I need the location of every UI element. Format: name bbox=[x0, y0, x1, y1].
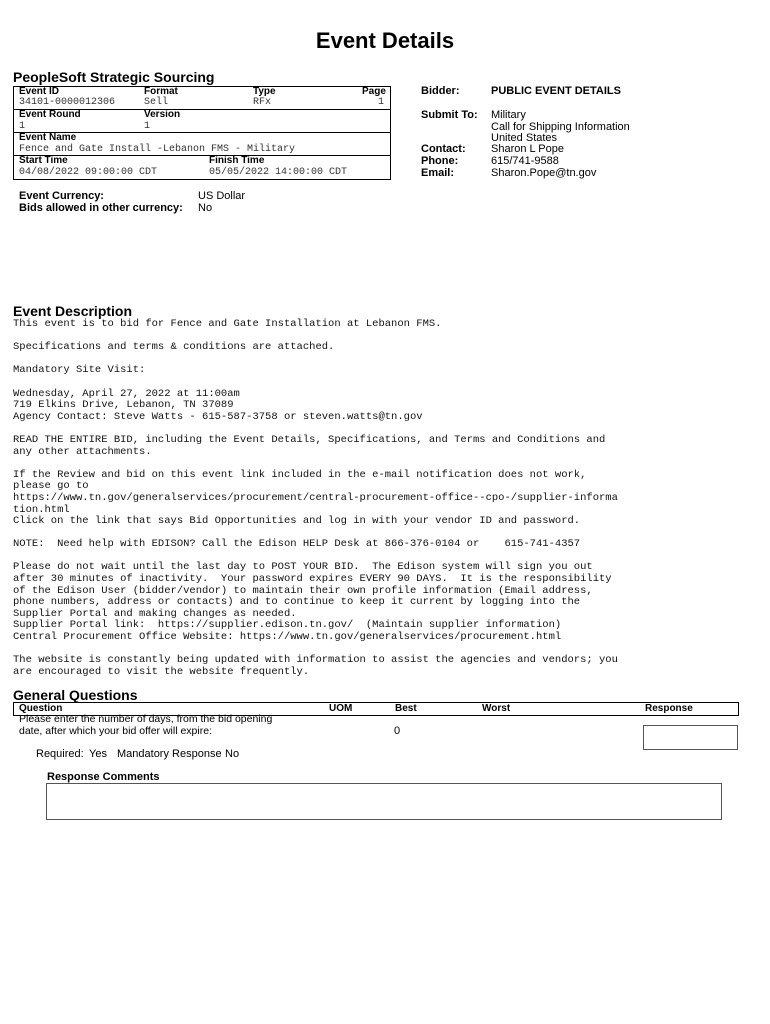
response-input[interactable] bbox=[643, 725, 738, 750]
bidder-value: PUBLIC EVENT DETAILS bbox=[491, 85, 621, 97]
col-worst: Worst bbox=[482, 703, 511, 714]
col-uom: UOM bbox=[329, 703, 353, 714]
event-description-heading: Event Description bbox=[13, 303, 133, 319]
response-comments-input[interactable] bbox=[46, 783, 722, 820]
event-round-value: 1 bbox=[19, 121, 26, 132]
event-description-text: This event is to bid for Fence and Gate Installation at Lebanon FMS. Specifications and terms & conditions are attached. Mandatory Site Visit: Wednesday, April 27, 2022 at 11:00am 719 Elkins Drive, Lebanon, TN 37089 Agency Contact: Steve Watts - 615-587-3758 or steven.watts@tn.gov READ THE ENTIRE BID, including the Event Details, Specifications, and Terms and Conditions and any other attachments. If the Review and bid on this event link included in the e-mail notification does not work, please go to https://www.tn.gov/generalservices/procurement/central-procurement-office--cpo-/supplier-informa tion.html Click on the link that says Bid Opportunities and log in with your vendor ID and password. NOTE: Need help with EDISON? Call the Edison HELP Desk at 866-376-0104 or 615-741-4357 Please do not wait until the last day to POST YOUR BID. The Edison system will sign you out after 30 minutes of inactivity. Your password expires EVERY 90 DAYS. It is the responsibility of the Edison User (bidder/vendor) to maintain their own profile information (Email address, phone numbers, address or contacts) and to continue to keep it current by logging into the Supplier Portal and making changes as needed. Supplier Portal link: https://supplier.edison.tn.gov/ (Maintain supplier information) Central Procurement Office Website: https://www.tn.gov/generalservices/procurement.html The website is constantly being updated with information to assist the agencies and vendors; you are encouraged to visit the website frequently. bbox=[13, 318, 618, 678]
page-label: Page bbox=[362, 86, 386, 97]
type-value: RFx bbox=[253, 97, 272, 108]
event-info-box bbox=[13, 86, 391, 180]
event-name-label: Event Name bbox=[19, 132, 77, 143]
col-best: Best bbox=[395, 703, 417, 714]
other-currency-value: No bbox=[198, 202, 213, 214]
currency-value: US Dollar bbox=[198, 190, 246, 202]
format-label: Format bbox=[144, 86, 178, 97]
contact-label: Contact: bbox=[421, 143, 466, 155]
event-name-value: Fence and Gate Install -Lebanon FMS - Military bbox=[19, 144, 296, 155]
phone-label: Phone: bbox=[421, 155, 459, 167]
submit-to-line1: Military bbox=[491, 109, 526, 121]
finish-time-label: Finish Time bbox=[209, 155, 265, 166]
type-label: Type bbox=[253, 86, 276, 97]
response-comments-label: Response Comments bbox=[47, 771, 160, 783]
mandatory-response-value: No bbox=[225, 748, 240, 760]
submit-to-line3: United States bbox=[491, 132, 558, 144]
contact-value: Sharon L Pope bbox=[491, 143, 564, 155]
question-best-value: 0 bbox=[394, 725, 401, 737]
event-id-label: Event ID bbox=[19, 86, 60, 97]
question-text-line1: Please enter the number of days, from the bid opening bbox=[19, 713, 273, 725]
required-value: Yes bbox=[89, 748, 107, 760]
email-label: Email: bbox=[421, 167, 455, 179]
phone-value: 615/741-9588 bbox=[491, 155, 559, 167]
general-questions-heading: General Questions bbox=[13, 687, 138, 703]
required-label: Required: bbox=[36, 748, 84, 760]
other-currency-label: Bids allowed in other currency: bbox=[19, 202, 183, 214]
col-response: Response bbox=[645, 703, 693, 714]
mandatory-response-label: Mandatory Response bbox=[117, 748, 222, 760]
org-heading: PeopleSoft Strategic Sourcing bbox=[13, 69, 215, 85]
format-value: Sell bbox=[144, 97, 169, 108]
submit-to-line2: Call for Shipping Information bbox=[491, 121, 630, 133]
question-text-line2: date, after which your bid offer will expire: bbox=[19, 725, 212, 737]
start-time-label: Start Time bbox=[19, 155, 68, 166]
page-title: Event Details bbox=[315, 28, 455, 53]
start-time-value: 04/08/2022 09:00:00 CDT bbox=[19, 167, 158, 178]
currency-label: Event Currency: bbox=[19, 190, 104, 202]
col-question: Question bbox=[19, 703, 63, 714]
email-value: Sharon.Pope@tn.gov bbox=[491, 167, 597, 179]
page-value: 1 bbox=[378, 97, 385, 108]
event-id-value: 34101-0000012306 bbox=[19, 97, 116, 108]
bidder-label: Bidder: bbox=[421, 85, 460, 97]
submit-to-label: Submit To: bbox=[421, 109, 478, 121]
version-value: 1 bbox=[144, 121, 151, 132]
event-round-label: Event Round bbox=[19, 109, 81, 120]
finish-time-value: 05/05/2022 14:00:00 CDT bbox=[209, 167, 348, 178]
version-label: Version bbox=[144, 109, 181, 120]
